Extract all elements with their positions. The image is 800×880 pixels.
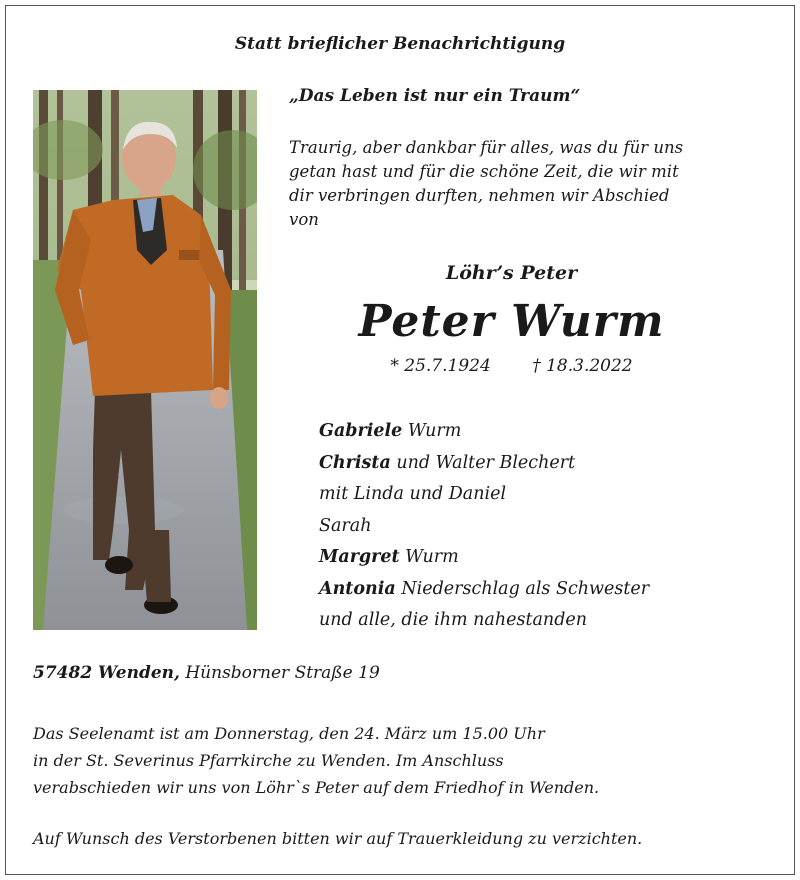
mourner-row [319,448,779,480]
mourner-rest: Niederschlag als Schwester [395,578,650,599]
mourner-rest: und Walter Blechert [390,452,576,473]
intro-line: von [289,210,319,229]
birth-date: * 25.7.1924 [390,356,491,376]
mourners-list [319,416,779,637]
mourner-row [319,416,779,448]
mourner-rest: mit Linda und Daniel [319,484,507,504]
obituary-notice [5,5,795,875]
quote: „Das Leben ist nur ein Traum“ [289,86,581,106]
mourner-first-name: Gabriele [319,421,403,441]
mourner-rest: Sarah [319,515,372,536]
mourner-row [319,542,779,574]
mourner-row [319,511,779,543]
death-date: † 18.3.2022 [532,356,633,376]
notice-header: Statt brieflicher Benachrichtigung [234,34,566,54]
portrait-photo [33,90,257,630]
service-line: in der St. Severinus Pfarrkirche zu Wenden. Im Anschluss [33,751,504,770]
deceased-nickname: Löhr’s Peter [445,262,578,284]
deceased-name: Peter Wurm [358,296,665,347]
mourner-row [319,574,779,606]
life-dates [289,356,734,376]
service-info [33,720,783,801]
mourner-first-name: Margret [319,547,400,567]
intro-line: Traurig, aber dankbar für alles, was du für uns [289,138,684,157]
intro-line: dir verbringen durften, nehmen wir Abschied [289,186,670,205]
mourner-rest: Wurm [402,421,462,441]
mourner-first-name: Christa [319,452,391,473]
intro-line: getan hast und für die schöne Zeit, die wir mit [289,162,679,181]
mourner-row [319,479,779,511]
mourner-rest: Wurm [399,547,459,567]
service-line: Das Seelenamt ist am Donnerstag, den 24. März um 15.00 Uhr [33,724,545,743]
address-city: 57482 Wenden, [33,663,180,683]
mourner-first-name: Antonia [319,578,396,599]
address-street: Hünsborner Straße 19 [179,663,380,683]
mourner-rest: und alle, die ihm nahestanden [319,610,588,630]
service-line: verabschieden wir uns von Löhr`s Peter auf dem Friedhof in Wenden. [33,778,600,797]
address [33,663,380,683]
mourner-row [319,605,779,637]
closing-note: Auf Wunsch des Verstorbenen bitten wir auf Trauerkleidung zu verzichten. [33,829,643,848]
intro-text [289,136,779,232]
